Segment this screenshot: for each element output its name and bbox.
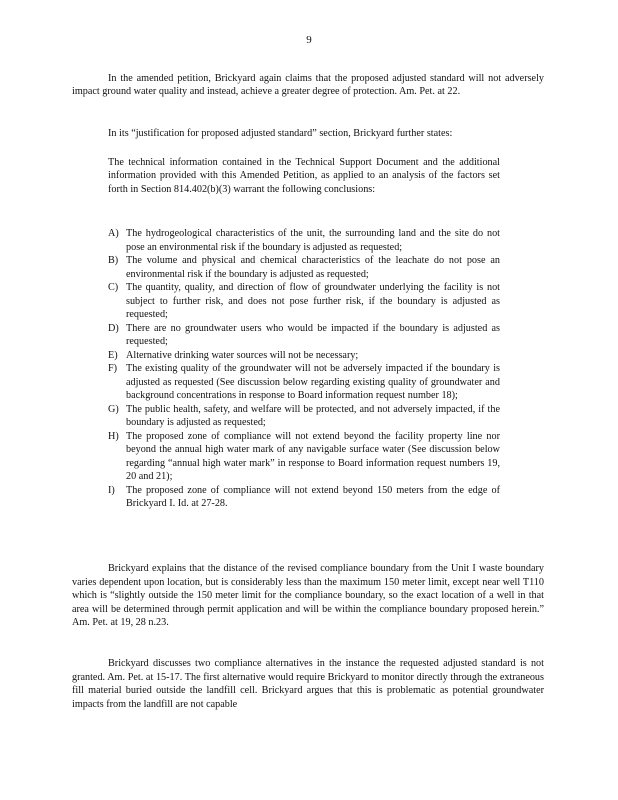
list-marker: A) <box>108 228 119 239</box>
list-item-text: The proposed zone of compliance will not extend beyond the facility property line nor beyond the annual high water mark of any navigable surface water (See discussion below regarding “annual high water mark” in response to Board information request numbers 19, 20 and 21); <box>126 430 500 482</box>
list-item-text: The quantity, quality, and direction of flow of groundwater underlying the facility is not subject to further risk, and does not pose further risk, if the boundary is adjusted as requested; <box>126 282 500 320</box>
list-item-text: Alternative drinking water sources will not be necessary; <box>126 349 359 361</box>
list-item <box>108 362 500 403</box>
list-marker: H) <box>108 430 119 442</box>
list-item-text: The volume and physical and chemical characteristics of the leachate do not pose an environmental risk if the boundary is adjusted as requested; <box>126 255 500 280</box>
list-marker: E) <box>108 349 118 361</box>
list-marker: F) <box>108 363 118 374</box>
list-item-text: There are no groundwater users who would be impacted if the boundary is adjusted as requested; <box>126 322 500 347</box>
conclusions-list <box>108 227 500 511</box>
paragraph-compliance-alternatives: Brickyard discusses two compliance alternatives in the instance the requested adjusted standard is not granted. Am. Pet. at 15-17. The first alternative would require Brickyard to monitor directly through the extraneous fill material buried outside the landfill cell. Brickyard argues that this is problematic as potential groundwater impacts from the landfill are not capable <box>72 658 544 710</box>
list-item <box>108 254 500 281</box>
paragraph-compliance-boundary-distance: Brickyard explains that the distance of the revised compliance boundary from the Unit I waste boundary varies dependent upon location, but is considerably less than the maximum 150 meter limit, except near well T110 which is “slightly outside the 150 meter limit for the compliance boundary, so the exact location of a well in that area will be determined through permit application and will be within the compliance boundary proposed herein.” Am. Pet. at 19, 28 n.23. <box>72 563 544 628</box>
list-item <box>108 403 500 430</box>
list-item-text: The proposed zone of compliance will not extend beyond 150 meters from the edge of Brickyard I. Id. at 27-28. <box>126 484 500 509</box>
list-item <box>108 281 500 322</box>
paragraph-amended-petition-claim: In the amended petition, Brickyard again claims that the proposed adjusted standard will not adversely impact ground water quality and instead, achieve a greater degree of protection. Am. Pet. at 22. <box>72 73 544 98</box>
list-item <box>108 349 500 363</box>
list-marker: B) <box>108 255 119 266</box>
list-marker: D) <box>108 322 119 334</box>
list-item-text: The hydrogeological characteristics of the unit, the surrounding land and the site do not pose an environmental risk if the boundary is adjusted as requested; <box>126 228 500 253</box>
list-item <box>108 227 500 254</box>
list-marker: I) <box>108 484 115 496</box>
page-number: 9 <box>306 34 312 46</box>
list-item-text: The public health, safety, and welfare will be protected, and not adversely impacted, if the boundary is adjusted as requested; <box>126 403 500 428</box>
paragraph-justification-intro: In its “justification for proposed adjusted standard” section, Brickyard further states: <box>108 128 453 139</box>
list-item <box>108 484 500 511</box>
list-marker: C) <box>108 282 119 293</box>
list-item <box>108 322 500 349</box>
block-quote-technical-information: The technical information contained in the Technical Support Document and the additional information provided with this Amended Petition, as applied to an analysis of the factors set forth in Section 814.402(b)(3) warrant the following conclusions: <box>108 157 500 195</box>
list-item <box>108 430 500 484</box>
list-item-text: The existing quality of the groundwater will not be adversely impacted if the boundary is adjusted as requested (See discussion below regarding existing quality of groundwater and background concentrations in response to Board information request number 18); <box>126 363 500 401</box>
list-marker: G) <box>108 403 119 415</box>
